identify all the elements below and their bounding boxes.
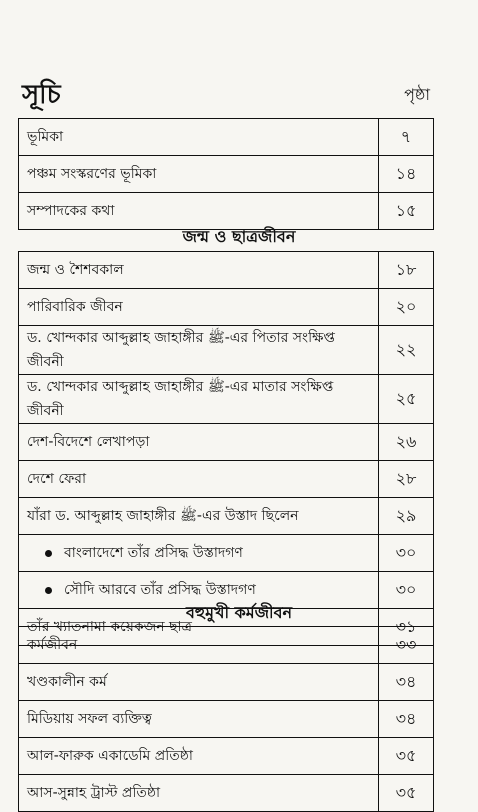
bullet-icon <box>45 587 52 594</box>
toc-row[interactable] <box>19 775 434 812</box>
toc-table-intro <box>18 118 434 230</box>
toc-row[interactable] <box>19 119 434 156</box>
toc-entry-page: ৩৫ <box>379 775 434 812</box>
toc-entry-title: পারিবারিক জীবন <box>19 289 379 326</box>
toc-row[interactable] <box>19 424 434 461</box>
section-heading-early-life: জন্ম ও ছাত্রজীবন <box>182 227 296 246</box>
toc-entry-title: পঞ্চম সংস্করণের ভূমিকা <box>19 156 379 193</box>
toc-row[interactable] <box>19 375 434 424</box>
toc-entry-page: ৩০ <box>379 535 434 572</box>
toc-row[interactable] <box>19 289 434 326</box>
toc-entry-page: ১৪ <box>379 156 434 193</box>
toc-row[interactable] <box>19 535 434 572</box>
toc-entry-page: ২২ <box>379 326 434 375</box>
toc-entry-title: দেশ-বিদেশে লেখাপড়া <box>19 424 379 461</box>
toc-row[interactable] <box>19 627 434 664</box>
toc-entry-title: খণ্ডকালীন কর্ম <box>19 664 379 701</box>
toc-entry-page: ১৫ <box>379 193 434 230</box>
toc-row[interactable] <box>19 156 434 193</box>
toc-entry-page: ২০ <box>379 289 434 326</box>
toc-entry-page: ৩৩ <box>379 627 434 664</box>
toc-entry-page: ৩৫ <box>379 738 434 775</box>
toc-entry-title: ভূমিকা <box>19 119 379 156</box>
toc-entry-title: ড. খোন্দকার আব্দুল্লাহ জাহাঙ্গীর ﷺ-এর মাতার সংক্ষিপ্ত জীবনী <box>19 375 379 424</box>
toc-entry-title: কর্মজীবন <box>19 627 379 664</box>
toc-entry-title: মিডিয়ায় সফল ব্যক্তিত্ব <box>19 701 379 738</box>
toc-subentry <box>19 535 379 572</box>
toc-entry-title: বাংলাদেশে তাঁর প্রসিদ্ধ উস্তাদগণ <box>64 545 243 561</box>
toc-table-career <box>18 626 434 812</box>
toc-row[interactable] <box>19 252 434 289</box>
toc-entry-page: ১৮ <box>379 252 434 289</box>
toc-table-early-life <box>18 251 434 646</box>
toc-row[interactable] <box>19 326 434 375</box>
toc-entry-title: ড. খোন্দকার আব্দুল্লাহ জাহাঙ্গীর ﷺ-এর পিতার সংক্ষিপ্ত জীবনী <box>19 326 379 375</box>
toc-title: সূচি <box>22 80 61 110</box>
toc-entry-page: ২৯ <box>379 498 434 535</box>
toc-entry-page: ৩৪ <box>379 664 434 701</box>
toc-entry-title: আল-ফারুক একাডেমি প্রতিষ্ঠা <box>19 738 379 775</box>
page-column-label: পৃষ্ঠা <box>404 85 430 104</box>
toc-entry-title: জন্ম ও শৈশবকাল <box>19 252 379 289</box>
toc-entry-title: যাঁরা ড. আব্দুল্লাহ জাহাঙ্গীর ﷺ-এর উস্তাদ ছিলেন <box>19 498 379 535</box>
toc-row[interactable] <box>19 738 434 775</box>
toc-entry-title: আস-সুন্নাহ ট্রাস্ট প্রতিষ্ঠা <box>19 775 379 812</box>
toc-entry-page: ২৫ <box>379 375 434 424</box>
toc-header <box>22 74 430 114</box>
toc-entry-page: ৩১ <box>379 609 434 646</box>
toc-row[interactable] <box>19 664 434 701</box>
toc-entry-page: ২৮ <box>379 461 434 498</box>
toc-entry-page: ৩৪ <box>379 701 434 738</box>
toc-row[interactable] <box>19 701 434 738</box>
toc-entry-title: দেশে ফেরা <box>19 461 379 498</box>
toc-entry-page: ২৬ <box>379 424 434 461</box>
section-heading-career: বহুমুখী কর্মজীবন <box>185 603 293 622</box>
toc-entry-page: ৭ <box>379 119 434 156</box>
bullet-icon <box>45 550 52 557</box>
toc-entry-title: তাঁর খ্যাতনামা কয়েকজন ছাত্র <box>19 609 379 646</box>
toc-row[interactable] <box>19 498 434 535</box>
toc-entry-page: ৩০ <box>379 572 434 609</box>
toc-entry-title: সৌদি আরবে তাঁর প্রসিদ্ধ উস্তাদগণ <box>64 582 256 598</box>
toc-entry-title: সম্পাদকের কথা <box>19 193 379 230</box>
toc-row[interactable] <box>19 461 434 498</box>
